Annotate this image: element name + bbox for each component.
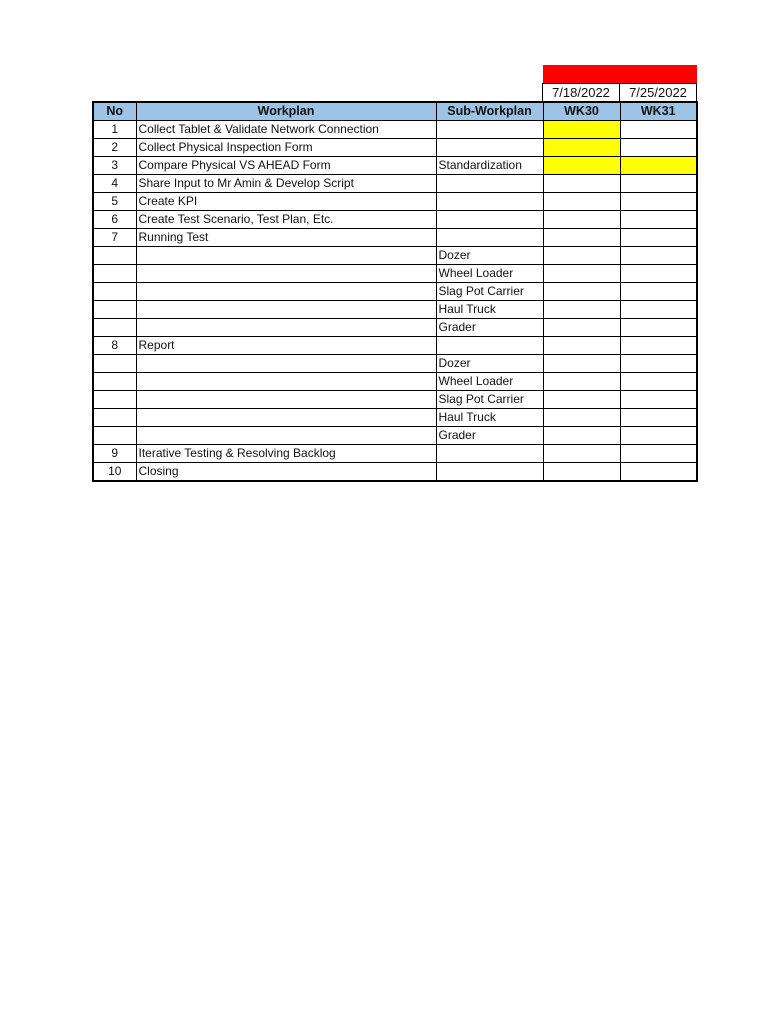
cell-wk30: [543, 265, 620, 283]
cell-workplan: Create KPI: [136, 193, 436, 211]
cell-wk31: [620, 409, 697, 427]
cell-wk30: [543, 391, 620, 409]
cell-sub-workplan: [436, 445, 543, 463]
table-row: [93, 445, 697, 463]
cell-sub-workplan: [436, 121, 543, 139]
cell-wk30: [543, 121, 620, 139]
cell-wk31: [620, 139, 697, 157]
cell-wk30: [543, 283, 620, 301]
cell-wk31: [620, 157, 697, 175]
cell-wk30: [543, 427, 620, 445]
table-row: [93, 121, 697, 139]
cell-wk31: [620, 229, 697, 247]
cell-wk30: [543, 445, 620, 463]
cell-wk31: [620, 301, 697, 319]
cell-wk30: [543, 355, 620, 373]
table-row: [93, 355, 697, 373]
cell-no: 4: [93, 175, 136, 193]
cell-wk31: [620, 337, 697, 355]
cell-wk31: [620, 319, 697, 337]
cell-workplan: Report: [136, 337, 436, 355]
cell-sub-workplan: Slag Pot Carrier: [436, 391, 543, 409]
cell-wk30: [543, 229, 620, 247]
table-row: [93, 283, 697, 301]
cell-no: [93, 427, 136, 445]
cell-no: [93, 319, 136, 337]
cell-sub-workplan: Grader: [436, 427, 543, 445]
cell-no: 2: [93, 139, 136, 157]
cell-wk31: [620, 373, 697, 391]
cell-wk30: [543, 175, 620, 193]
cell-wk30: [543, 211, 620, 229]
cell-no: [93, 265, 136, 283]
cell-no: 1: [93, 121, 136, 139]
header-red-banner: [543, 65, 697, 83]
cell-workplan: Share Input to Mr Amin & Develop Script: [136, 175, 436, 193]
cell-wk31: [620, 463, 697, 482]
cell-wk30: [543, 463, 620, 482]
cell-no: 3: [93, 157, 136, 175]
cell-sub-workplan: [436, 139, 543, 157]
cell-wk30: [543, 337, 620, 355]
date-row: [542, 83, 697, 101]
cell-wk31: [620, 355, 697, 373]
cell-wk31: [620, 265, 697, 283]
table-row: [93, 265, 697, 283]
table-row: [93, 301, 697, 319]
table-row: [93, 463, 697, 482]
cell-wk30: [543, 409, 620, 427]
cell-sub-workplan: Dozer: [436, 355, 543, 373]
table-body: [93, 121, 697, 482]
cell-wk31: [620, 427, 697, 445]
cell-wk30: [543, 193, 620, 211]
cell-wk31: [620, 211, 697, 229]
cell-workplan: Compare Physical VS AHEAD Form: [136, 157, 436, 175]
cell-no: 8: [93, 337, 136, 355]
cell-workplan: Iterative Testing & Resolving Backlog: [136, 445, 436, 463]
cell-wk30: [543, 157, 620, 175]
table-row: [93, 139, 697, 157]
cell-no: 7: [93, 229, 136, 247]
cell-no: 9: [93, 445, 136, 463]
cell-no: [93, 373, 136, 391]
cell-wk30: [543, 247, 620, 265]
date-wk31: 7/25/2022: [619, 84, 696, 101]
cell-no: [93, 283, 136, 301]
cell-no: [93, 391, 136, 409]
cell-workplan: [136, 283, 436, 301]
cell-sub-workplan: [436, 175, 543, 193]
date-wk30: 7/18/2022: [543, 84, 619, 101]
table-header-row: [93, 102, 697, 121]
cell-sub-workplan: Standardization: [436, 157, 543, 175]
cell-workplan: Collect Tablet & Validate Network Connection: [136, 121, 436, 139]
cell-wk30: [543, 373, 620, 391]
table-row: [93, 175, 697, 193]
cell-no: [93, 247, 136, 265]
cell-sub-workplan: Haul Truck: [436, 301, 543, 319]
cell-wk31: [620, 193, 697, 211]
cell-sub-workplan: [436, 229, 543, 247]
cell-wk31: [620, 391, 697, 409]
cell-workplan: [136, 355, 436, 373]
header-wk31: WK31: [620, 102, 697, 121]
cell-sub-workplan: [436, 337, 543, 355]
cell-wk31: [620, 445, 697, 463]
table-row: [93, 409, 697, 427]
table-row: [93, 211, 697, 229]
cell-workplan: [136, 301, 436, 319]
table-row: [93, 193, 697, 211]
cell-workplan: [136, 265, 436, 283]
cell-workplan: [136, 427, 436, 445]
cell-no: [93, 409, 136, 427]
cell-no: 6: [93, 211, 136, 229]
table-row: [93, 391, 697, 409]
table-row: [93, 319, 697, 337]
cell-wk30: [543, 319, 620, 337]
cell-workplan: Closing: [136, 463, 436, 482]
cell-no: 5: [93, 193, 136, 211]
cell-sub-workplan: [436, 211, 543, 229]
table-row: [93, 157, 697, 175]
cell-sub-workplan: [436, 193, 543, 211]
table-row: [93, 247, 697, 265]
cell-wk31: [620, 283, 697, 301]
header-no: No: [93, 102, 136, 121]
table-row: [93, 427, 697, 445]
cell-wk31: [620, 247, 697, 265]
cell-wk31: [620, 121, 697, 139]
cell-workplan: [136, 247, 436, 265]
cell-workplan: Create Test Scenario, Test Plan, Etc.: [136, 211, 436, 229]
cell-workplan: [136, 373, 436, 391]
cell-sub-workplan: Grader: [436, 319, 543, 337]
cell-no: 10: [93, 463, 136, 482]
cell-sub-workplan: Haul Truck: [436, 409, 543, 427]
header-workplan: Workplan: [136, 102, 436, 121]
cell-workplan: Running Test: [136, 229, 436, 247]
cell-sub-workplan: Dozer: [436, 247, 543, 265]
table-row: [93, 229, 697, 247]
cell-no: [93, 355, 136, 373]
header-wk30: WK30: [543, 102, 620, 121]
cell-wk30: [543, 139, 620, 157]
cell-sub-workplan: Wheel Loader: [436, 265, 543, 283]
cell-workplan: [136, 391, 436, 409]
cell-workplan: [136, 319, 436, 337]
cell-no: [93, 301, 136, 319]
workplan-table: [92, 101, 698, 482]
table-row: [93, 337, 697, 355]
table-row: [93, 373, 697, 391]
cell-sub-workplan: Wheel Loader: [436, 373, 543, 391]
cell-workplan: Collect Physical Inspection Form: [136, 139, 436, 157]
cell-wk30: [543, 301, 620, 319]
cell-wk31: [620, 175, 697, 193]
header-sub-workplan: Sub-Workplan: [436, 102, 543, 121]
cell-sub-workplan: Slag Pot Carrier: [436, 283, 543, 301]
cell-workplan: [136, 409, 436, 427]
cell-sub-workplan: [436, 463, 543, 482]
